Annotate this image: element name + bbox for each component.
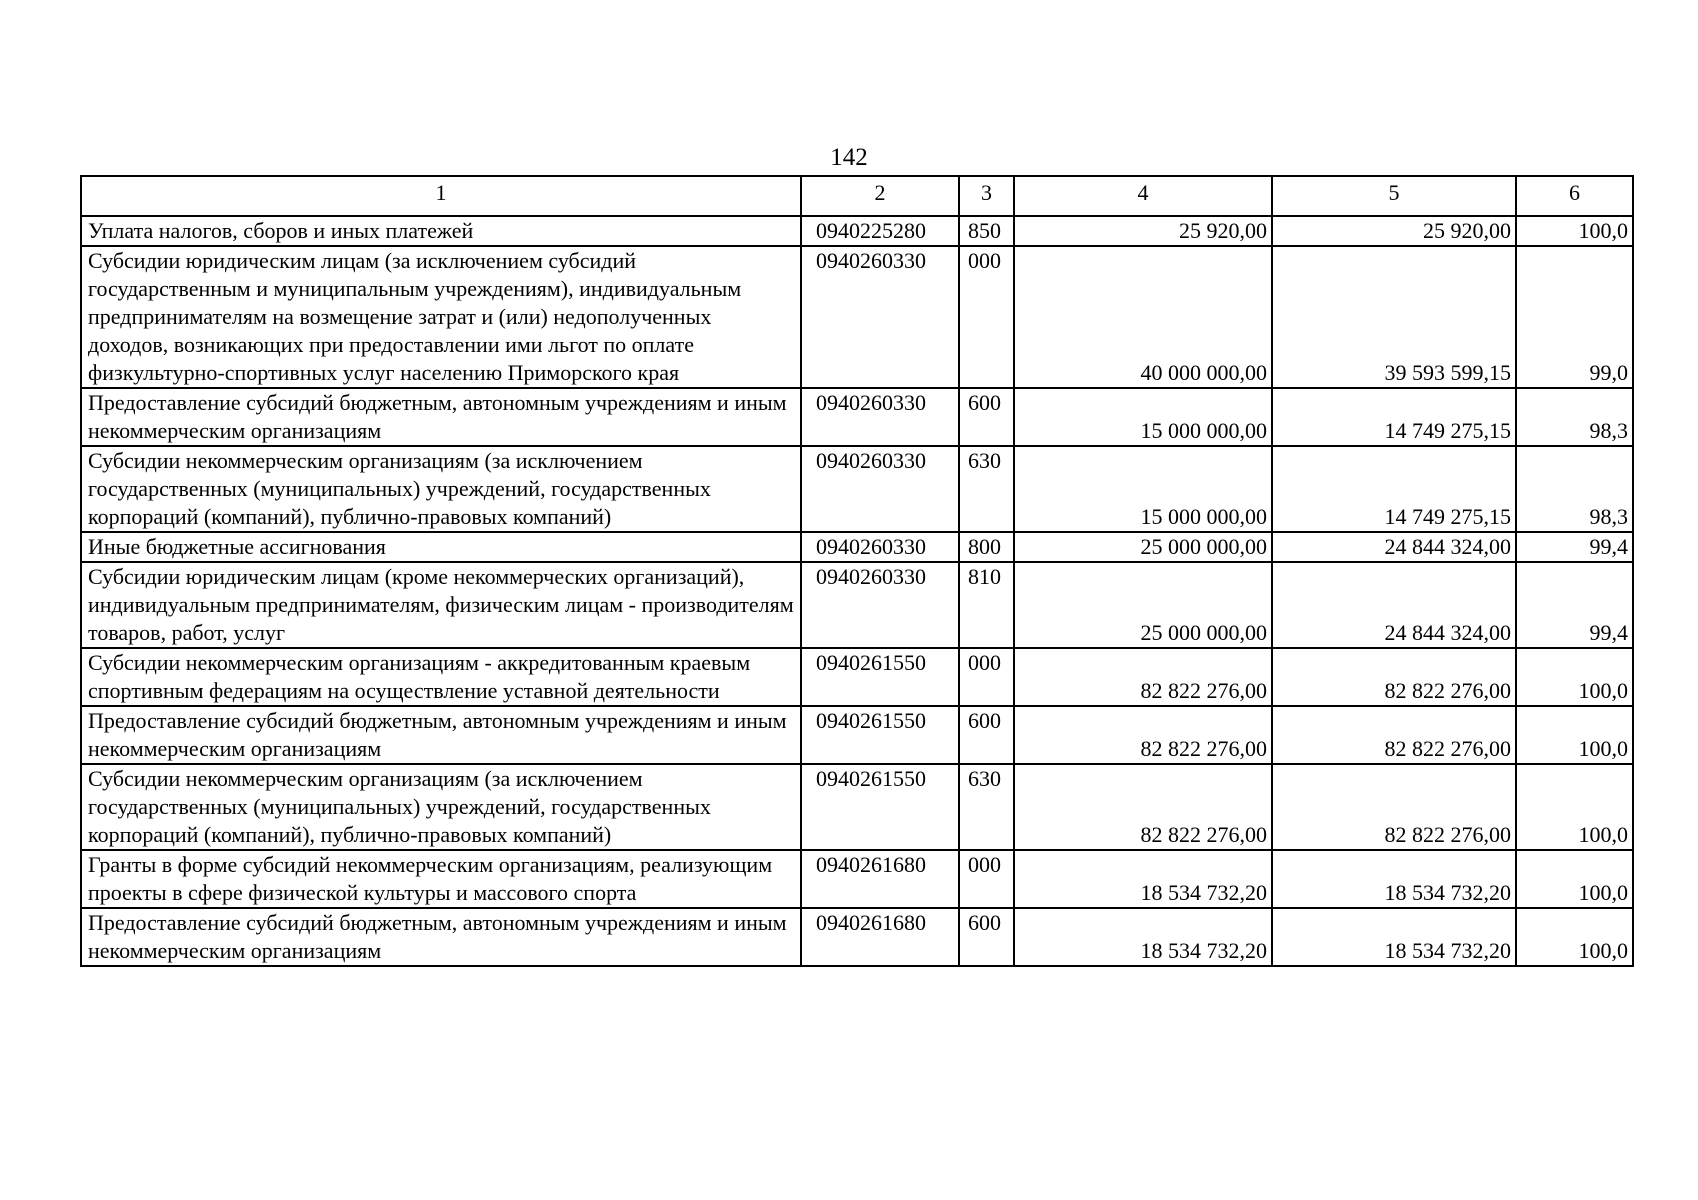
column-header-name: 1 xyxy=(81,176,801,216)
row-type: 000 xyxy=(959,648,1014,706)
row-fact: 14 749 275,15 xyxy=(1272,388,1516,446)
row-code: 0940261550 xyxy=(801,706,959,764)
row-percent: 99,4 xyxy=(1516,532,1633,562)
row-type: 630 xyxy=(959,446,1014,532)
table-row xyxy=(81,562,1633,648)
row-code: 0940261550 xyxy=(801,764,959,850)
row-name: Предоставление субсидий бюджетным, автономным учреждениям и иным некоммерческим организациям xyxy=(81,388,801,446)
row-name: Субсидии некоммерческим организациям (за исключением государственных (муниципальных) учреждений, государственных корпораций (компаний), публично-правовых компаний) xyxy=(81,446,801,532)
row-percent: 100,0 xyxy=(1516,764,1633,850)
row-type: 000 xyxy=(959,850,1014,908)
row-code: 0940261680 xyxy=(801,850,959,908)
row-code: 0940261550 xyxy=(801,648,959,706)
row-plan: 40 000 000,00 xyxy=(1014,246,1272,388)
row-percent: 98,3 xyxy=(1516,388,1633,446)
row-plan: 15 000 000,00 xyxy=(1014,446,1272,532)
row-code: 0940260330 xyxy=(801,388,959,446)
table-row xyxy=(81,648,1633,706)
row-type: 800 xyxy=(959,532,1014,562)
row-fact: 18 534 732,20 xyxy=(1272,850,1516,908)
row-code: 0940260330 xyxy=(801,532,959,562)
row-plan: 82 822 276,00 xyxy=(1014,706,1272,764)
row-fact: 82 822 276,00 xyxy=(1272,648,1516,706)
row-fact: 18 534 732,20 xyxy=(1272,908,1516,966)
table-row xyxy=(81,850,1633,908)
row-type: 600 xyxy=(959,908,1014,966)
table-row xyxy=(81,388,1633,446)
row-type: 850 xyxy=(959,216,1014,246)
row-code: 0940260330 xyxy=(801,246,959,388)
row-percent: 100,0 xyxy=(1516,216,1633,246)
page-number: 142 xyxy=(830,144,868,171)
row-plan: 18 534 732,20 xyxy=(1014,908,1272,966)
row-name: Субсидии некоммерческим организациям (за исключением государственных (муниципальных) учреждений, государственных корпораций (компаний), публично-правовых компаний) xyxy=(81,764,801,850)
row-name: Субсидии юридическим лицам (за исключением субсидий государственным и муниципальным учреждениям), индивидуальным предпринимателям на возмещение затрат и (или) недополученных доходов, возникающих при предоставлении ими льгот по оплате физкультурно-спортивных услуг населению Приморского края xyxy=(81,246,801,388)
table-row xyxy=(81,706,1633,764)
row-type: 600 xyxy=(959,388,1014,446)
row-name: Предоставление субсидий бюджетным, автономным учреждениям и иным некоммерческим организациям xyxy=(81,908,801,966)
row-fact: 82 822 276,00 xyxy=(1272,706,1516,764)
column-header-code: 2 xyxy=(801,176,959,216)
row-percent: 100,0 xyxy=(1516,850,1633,908)
row-plan: 25 000 000,00 xyxy=(1014,532,1272,562)
row-name: Предоставление субсидий бюджетным, автономным учреждениям и иным некоммерческим организациям xyxy=(81,706,801,764)
row-fact: 24 844 324,00 xyxy=(1272,562,1516,648)
row-plan: 82 822 276,00 xyxy=(1014,648,1272,706)
row-code: 0940260330 xyxy=(801,562,959,648)
budget-execution-table xyxy=(80,175,1634,967)
row-fact: 14 749 275,15 xyxy=(1272,446,1516,532)
column-header-percent: 6 xyxy=(1516,176,1633,216)
row-name: Субсидии юридическим лицам (кроме некоммерческих организаций), индивидуальным предпринимателям, физическим лицам - производителям товаров, работ, услуг xyxy=(81,562,801,648)
column-header-fact: 5 xyxy=(1272,176,1516,216)
table-row xyxy=(81,908,1633,966)
row-fact: 24 844 324,00 xyxy=(1272,532,1516,562)
row-type: 000 xyxy=(959,246,1014,388)
row-percent: 99,4 xyxy=(1516,562,1633,648)
row-code: 0940225280 xyxy=(801,216,959,246)
row-type: 810 xyxy=(959,562,1014,648)
row-fact: 82 822 276,00 xyxy=(1272,764,1516,850)
row-name: Субсидии некоммерческим организациям - аккредитованным краевым спортивным федерациям на осуществление уставной деятельности xyxy=(81,648,801,706)
table-row xyxy=(81,216,1633,246)
table-header-row xyxy=(81,176,1633,216)
row-plan: 18 534 732,20 xyxy=(1014,850,1272,908)
table-row xyxy=(81,532,1633,562)
row-percent: 98,3 xyxy=(1516,446,1633,532)
row-plan: 25 000 000,00 xyxy=(1014,562,1272,648)
table-row xyxy=(81,246,1633,388)
column-header-type: 3 xyxy=(959,176,1014,216)
row-type: 630 xyxy=(959,764,1014,850)
column-header-plan: 4 xyxy=(1014,176,1272,216)
table-row xyxy=(81,764,1633,850)
table-row xyxy=(81,446,1633,532)
row-plan: 15 000 000,00 xyxy=(1014,388,1272,446)
row-plan: 25 920,00 xyxy=(1014,216,1272,246)
row-type: 600 xyxy=(959,706,1014,764)
row-percent: 99,0 xyxy=(1516,246,1633,388)
row-percent: 100,0 xyxy=(1516,706,1633,764)
row-fact: 39 593 599,15 xyxy=(1272,246,1516,388)
row-name: Гранты в форме субсидий некоммерческим организациям, реализующим проекты в сфере физической культуры и массового спорта xyxy=(81,850,801,908)
row-name: Уплата налогов, сборов и иных платежей xyxy=(81,216,801,246)
row-code: 0940260330 xyxy=(801,446,959,532)
row-name: Иные бюджетные ассигнования xyxy=(81,532,801,562)
row-plan: 82 822 276,00 xyxy=(1014,764,1272,850)
row-code: 0940261680 xyxy=(801,908,959,966)
row-percent: 100,0 xyxy=(1516,648,1633,706)
row-percent: 100,0 xyxy=(1516,908,1633,966)
row-fact: 25 920,00 xyxy=(1272,216,1516,246)
